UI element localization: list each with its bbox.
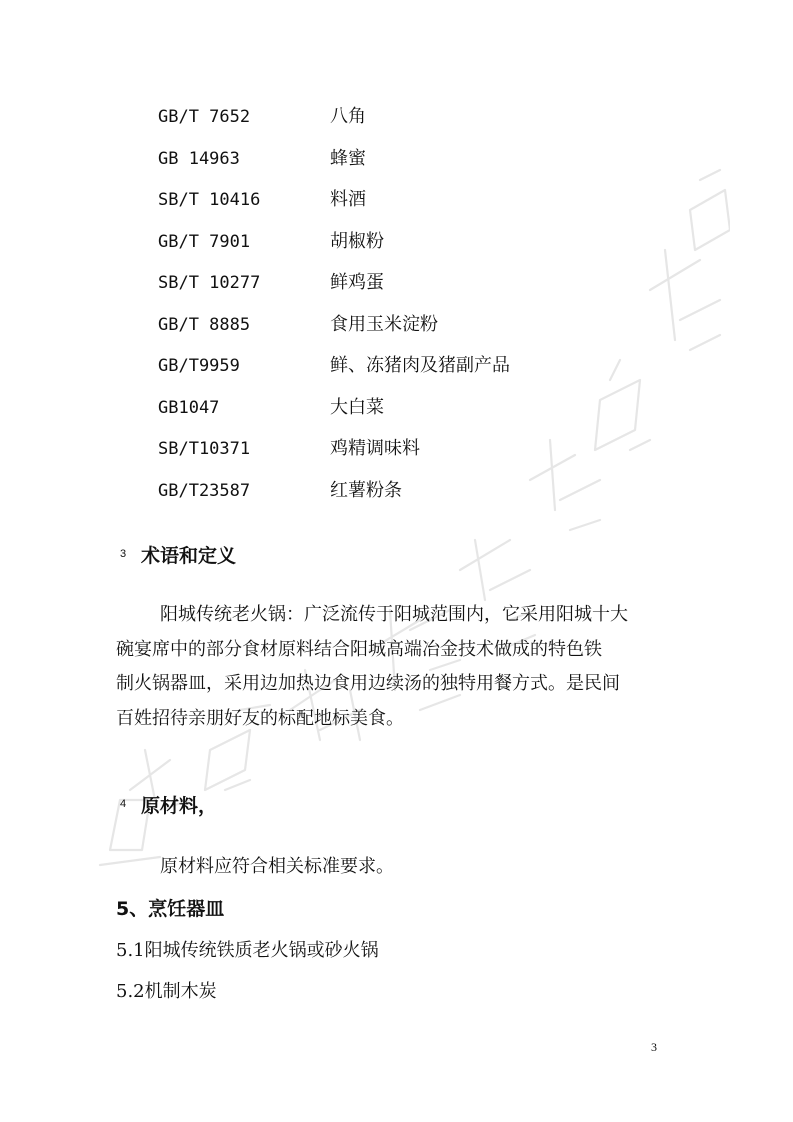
standard-code: GB1047 — [158, 397, 220, 418]
standard-code: GB/T9959 — [158, 356, 240, 376]
standard-name: 鸡精调味料 — [330, 438, 420, 459]
section-3-number: 3 — [120, 548, 127, 560]
standard-name: 大白菜 — [330, 396, 384, 418]
standard-name: 蜂蜜 — [330, 147, 366, 169]
section-5-item: 5.1阳城传统铁质老火锅或砂火锅 — [116, 940, 379, 961]
standard-code: SB/T 10416 — [158, 190, 261, 210]
section-4-title: 原材料， — [141, 795, 218, 817]
standard-code: SB/T 10277 — [158, 273, 261, 293]
standard-code: GB/T23587 — [158, 480, 251, 501]
section-3-line: 阳城传统老火锅：广泛流传于阳城范围内，它采用阳城十大 — [160, 604, 628, 625]
standard-name: 鲜、冻猪肉及猪副产品 — [330, 355, 510, 376]
standard-name: 八角 — [330, 106, 366, 127]
standard-code: GB/T 8885 — [158, 314, 251, 335]
section-5-item: 5.2机制木炭 — [116, 981, 217, 1002]
section-4-body: 原材料应符合相关标准要求。 — [160, 856, 394, 877]
standard-name: 胡椒粉 — [330, 230, 384, 252]
standard-code: GB 14963 — [158, 148, 240, 169]
section-3-line: 碗宴席中的部分食材原料结合阳城高端冶金技术做成的特色铁 — [116, 638, 602, 660]
standard-name: 红薯粉条 — [330, 479, 402, 501]
page-number: 3 — [651, 1040, 657, 1054]
standard-name: 料酒 — [330, 189, 366, 210]
standard-code: GB/T 7901 — [158, 231, 251, 252]
section-4-number: 4 — [120, 798, 127, 810]
section-3-line: 制火锅器皿，采用边加热边食用边续汤的独特用餐方式。是民间 — [116, 673, 620, 694]
section-3-title: 术语和定义 — [141, 545, 237, 567]
section-5-title: 5、烹饪器皿 — [116, 898, 225, 920]
standard-name: 食用玉米淀粉 — [330, 313, 438, 335]
standard-name: 鲜鸡蛋 — [330, 272, 384, 293]
section-3-line: 百姓招待亲朋好友的标配地标美食。 — [116, 707, 404, 729]
standard-code: SB/T10371 — [158, 439, 251, 459]
standard-code: GB/T 7652 — [158, 107, 251, 127]
